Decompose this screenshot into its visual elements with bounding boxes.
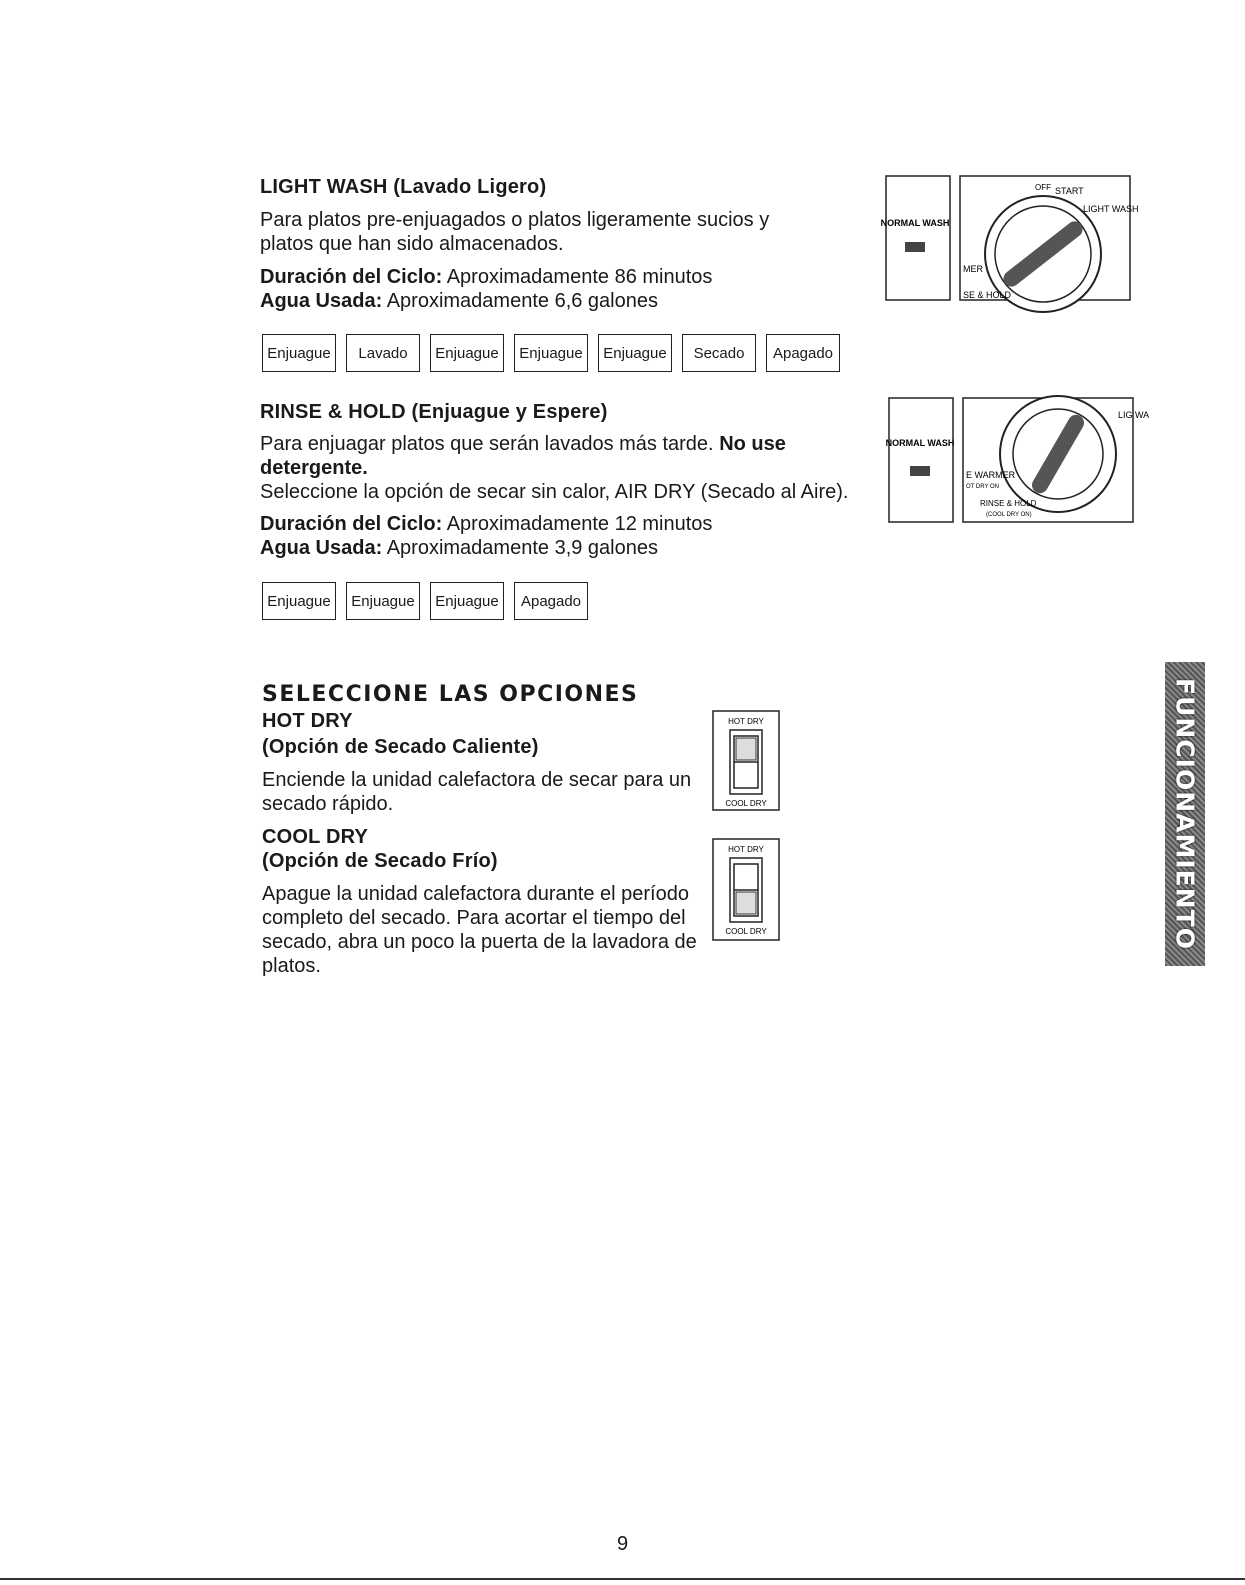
rinse-hold-cycle-steps	[262, 582, 588, 620]
dial1-off: OFF	[1035, 183, 1051, 192]
dial1-rinse-hold: SE & HOLD	[963, 290, 1012, 300]
switch-cool-label: COOL DRY	[725, 927, 767, 936]
hot-dry-description: Enciende la unidad calefactora de secar para un secado rápido.	[262, 769, 692, 815]
water-label: Agua Usada:	[260, 537, 383, 559]
dial1-normal-wash: NORMAL WASH	[880, 218, 950, 228]
light-wash-title: LIGHT WASH (Lavado Ligero)	[260, 176, 547, 198]
options-heading: SELECCIONE LAS OPCIONES	[262, 682, 639, 707]
cycle-step: Enjuague	[346, 582, 420, 620]
duration-value: Aproximadamente 12 minutos	[446, 513, 713, 535]
cool-dry-description: Apague la unidad calefactora durante el período completo del secado. Para acortar el tiempo del secado, abra un poco la puerta de la lavadora de platos.	[262, 883, 697, 977]
dial1-start: START	[1055, 186, 1084, 196]
dial2-warmer: E WARMER	[966, 470, 1016, 480]
bottom-rule	[0, 1578, 1245, 1580]
rinse-hold-duration	[260, 512, 860, 560]
rinse-hold-warning: No use detergente.	[260, 433, 786, 479]
cycle-step: Enjuague	[262, 334, 336, 372]
section-side-tab	[1165, 662, 1205, 966]
rinse-hold-description	[260, 432, 880, 504]
light-wash-duration	[260, 265, 860, 313]
switch-cool-label: COOL DRY	[725, 799, 767, 808]
dial2-warmer-sub: OT DRY ON	[966, 484, 1000, 490]
side-tab-label: FUNCIONAMIENTO	[1170, 678, 1200, 950]
rinse-hold-desc2: Seleccione la opción de secar sin calor, AIR DRY (Secado al Aire).	[260, 481, 849, 503]
light-wash-dial-illustration	[880, 174, 1139, 304]
cycle-step: Lavado	[346, 334, 420, 372]
cool-dry-switch-illustration	[712, 838, 782, 942]
duration-label: Duración del Ciclo:	[260, 513, 443, 535]
cycle-step: Secado	[682, 334, 756, 372]
cool-dry-subtitle: (Opción de Secado Frío)	[262, 850, 498, 872]
hot-dry-switch-illustration	[712, 710, 782, 812]
water-value: Aproximadamente 3,9 galones	[386, 537, 658, 559]
light-wash-description: Para platos pre-enjuagados o platos ligeramente sucios y platos que han sido almacenados.	[260, 209, 770, 255]
water-label: Agua Usada:	[260, 290, 383, 312]
rinse-hold-title: RINSE & HOLD (Enjuague y Espere)	[260, 401, 608, 423]
cycle-step: Enjuague	[430, 334, 504, 372]
duration-value: Aproximadamente 86 minutos	[446, 266, 713, 288]
cycle-step: Apagado	[766, 334, 840, 372]
cycle-step: Enjuague	[514, 334, 588, 372]
dial1-timer: MER	[963, 264, 983, 274]
dial2-rinse-hold: RINSE & HOLD	[980, 499, 1037, 508]
cycle-step: Enjuague	[598, 334, 672, 372]
dial2-light-wash: LIG WA	[1118, 410, 1150, 420]
cycle-step: Enjuague	[430, 582, 504, 620]
switch-hot-label: HOT DRY	[728, 845, 764, 854]
duration-label: Duración del Ciclo:	[260, 266, 443, 288]
dial2-rinse-hold-sub: (COOL DRY ON)	[986, 512, 1032, 518]
hot-dry-title: HOT DRY	[262, 710, 353, 732]
water-value: Aproximadamente 6,6 galones	[386, 290, 658, 312]
rinse-hold-desc: Para enjuagar platos que serán lavados más tarde.	[260, 433, 714, 455]
light-wash-cycle-steps	[262, 334, 840, 372]
hot-dry-subtitle: (Opción de Secado Caliente)	[262, 736, 539, 758]
dial1-light-wash: LIGHT WASH	[1083, 204, 1139, 214]
cycle-step: Apagado	[514, 582, 588, 620]
page-number: 9	[616, 1533, 629, 1555]
switch-hot-label: HOT DRY	[728, 717, 764, 726]
cool-dry-title: COOL DRY	[262, 826, 369, 848]
cycle-step: Enjuague	[262, 582, 336, 620]
rinse-hold-dial-illustration	[885, 396, 1150, 526]
dial2-normal-wash: NORMAL WASH	[885, 438, 955, 448]
